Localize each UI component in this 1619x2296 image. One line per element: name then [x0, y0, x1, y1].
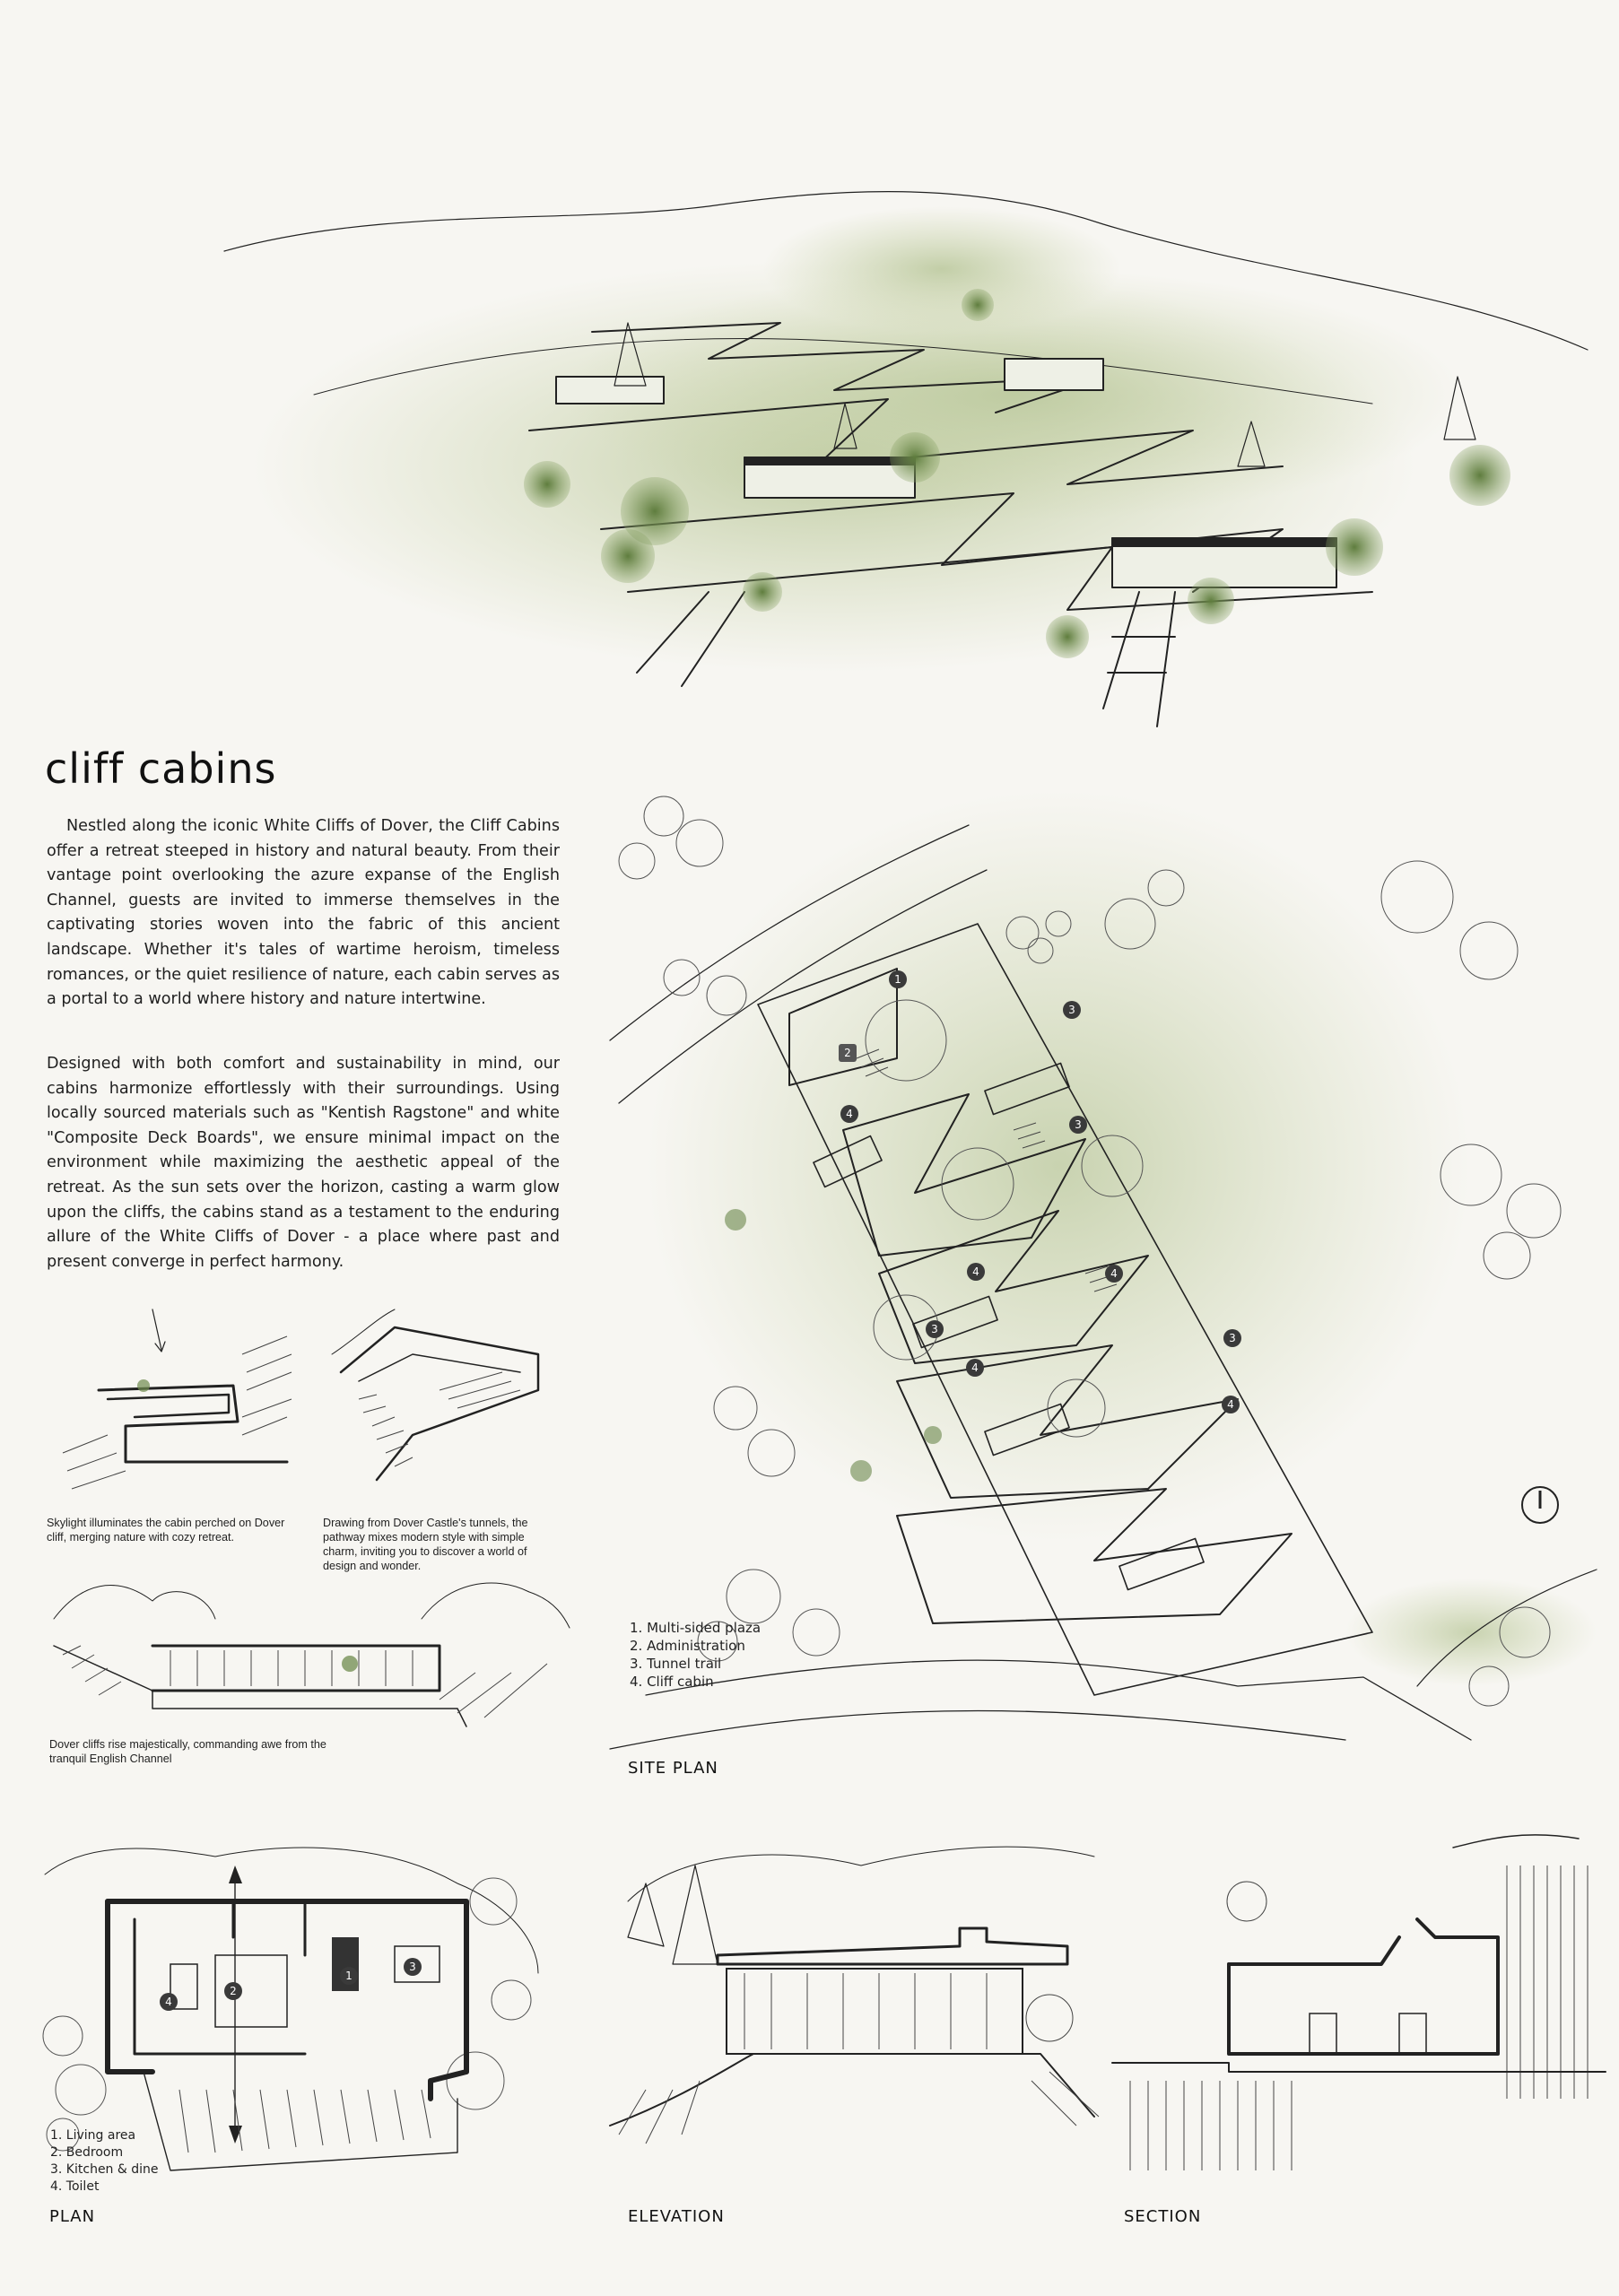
elevation-drawing	[610, 1830, 1112, 2188]
cliff-elevation-sketch	[45, 1565, 574, 1731]
cliffs-caption: Dover cliffs rise majestically, commanding awe from the tranquil English Channel	[49, 1738, 326, 1765]
plan-marker-kitchen: 3	[404, 1958, 422, 1976]
site-marker-plaza: 1	[889, 970, 907, 988]
site-plan-legend	[630, 1619, 761, 1691]
legend-item: 3. Kitchen & dine	[50, 2162, 159, 2177]
section-label: SECTION	[1124, 2207, 1202, 2226]
floor-plan-legend	[50, 2127, 159, 2196]
site-marker-trail: 3	[1223, 1329, 1241, 1347]
legend-item: 3. Tunnel trail	[630, 1656, 722, 1672]
site-marker-cabin: 4	[1105, 1265, 1123, 1283]
site-marker-cabin: 4	[840, 1105, 858, 1123]
site-marker-trail: 3	[1063, 1001, 1081, 1019]
site-marker-cabin: 4	[1222, 1396, 1240, 1413]
site-plan-label: SITE PLAN	[628, 1759, 718, 1778]
plan-marker-bedroom: 2	[224, 1982, 242, 2000]
site-marker-cabin: 4	[967, 1263, 985, 1281]
site-marker-trail: 3	[926, 1320, 944, 1338]
elevation-label: ELEVATION	[628, 2207, 725, 2226]
site-marker-administration: 2	[839, 1044, 857, 1062]
tunnel-caption: Drawing from Dover Castle's tunnels, the pathway mixes modern style with simple charm, inviting you to discover a world of design and wonder.	[323, 1517, 528, 1572]
intro-paragraph: Nestled along the iconic White Cliffs of Dover, the Cliff Cabins offer a retreat steeped in history and natural beauty. From their vantage point overlooking the azure expanse of the English Channel, guests are invited to immerse themselves in the captivating stories woven into the fabric of this ancient landscape. Whether it's tales of wartime heroism, timeless romances, or the quiet resilience of nature, each cabin serves as a portal to a world where history and nature intertwine.	[47, 817, 560, 1009]
plan-marker-living: 1	[340, 1967, 358, 1985]
skylight-sketch	[54, 1300, 296, 1507]
legend-item: 4. Toilet	[50, 2179, 100, 2194]
section-drawing	[1112, 1830, 1606, 2188]
plan-label: PLAN	[49, 2207, 96, 2226]
legend-item: 1. Multi-sided plaza	[630, 1620, 762, 1636]
legend-item: 1. Living area	[50, 2128, 136, 2143]
legend-item: 2. Administration	[630, 1638, 745, 1654]
tunnel-pathway-sketch	[323, 1300, 561, 1507]
site-marker-trail: 3	[1069, 1116, 1087, 1134]
skylight-caption: Skylight illuminates the cabin perched on Dover cliff, merging nature with cozy retreat.	[47, 1517, 285, 1544]
page-title: cliff cabins	[45, 744, 277, 793]
site-marker-cabin: 4	[966, 1359, 984, 1377]
plan-marker-toilet: 4	[160, 1993, 178, 2011]
design-paragraph: Designed with both comfort and sustainability in mind, our cabins harmonize effortlessly with their surroundings. Using locally sourced materials such as "Kentish Ragstone" and white "Composite Deck Boards", we ensure minimal impact on the environment while maximizing the aesthetic appeal of the retreat. As the sun sets over the horizon, casting a warm glow upon the cliffs, the cabins stand as a testament to the enduring allure of the White Cliffs of Dover - a place where past and present converge in perfect harmony.	[47, 1055, 560, 1271]
legend-item: 2. Bedroom	[50, 2145, 124, 2160]
north-arrow-icon	[1520, 1485, 1560, 1525]
hero-perspective-sketch	[206, 170, 1606, 762]
legend-item: 4. Cliff cabin	[630, 1674, 714, 1690]
